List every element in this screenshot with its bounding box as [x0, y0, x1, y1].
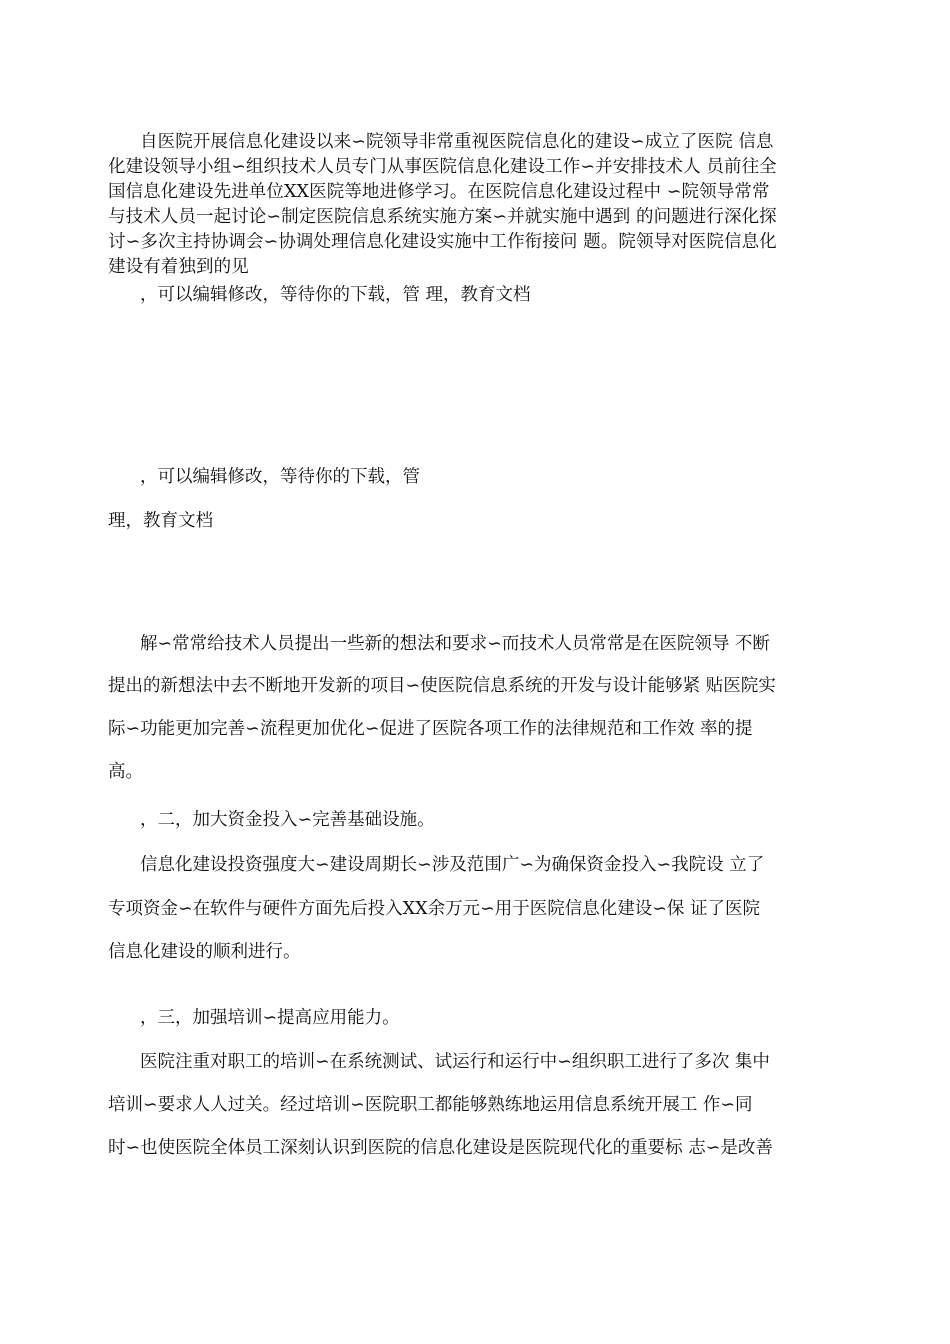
paragraph-3-line: 信息化建设的顺利进行。	[108, 942, 301, 962]
paragraph-3-line: 专项资金∽在软件与硬件方面先后投入XX余万元∽用于医院信息化建设∽保 证了医院	[108, 899, 760, 919]
section-heading-3: ，三，加强培训∽提高应用能力。	[140, 1008, 400, 1028]
paragraph-1-line: 自医院开展信息化建设以来∽院领导非常重视医院信息化的建设∽成立了医院 信息	[140, 132, 774, 152]
paragraph-1-line: 建设有着独到的见	[108, 257, 249, 277]
paragraph-1-line: 与技术人员一起讨论∽制定医院信息系统实施方案∽并就实施中遇到 的问题进行深化探	[108, 207, 777, 227]
paragraph-1-line: 国信息化建设先进单位XX医院等地进修学习。在医院信息化建设过程中 ∽院领导常常	[108, 182, 770, 202]
paragraph-2-line: 高。	[108, 762, 143, 782]
paragraph-2-line: 解∽常常给技术人员提出一些新的想法和要求∽而技术人员常常是在医院领导 不断	[140, 634, 770, 654]
paragraph-4-line: 医院注重对职工的培训∽在系统测试、试运行和运行中∽组织职工进行了多次 集中	[140, 1052, 770, 1072]
paragraph-2-line: 际∽功能更加完善∽流程更加优化∽促进了医院各项工作的法律规范和工作效 率的提	[108, 719, 753, 739]
paragraph-4-line: 时∽也使医院全体员工深刻认识到医院的信息化建设是医院现代化的重要标 志∽是改善	[108, 1138, 773, 1158]
watermark-note-1: ，可以编辑修改，等待你的下载，管 理，教育文档	[140, 285, 531, 305]
watermark-note-2-line-2: 理，教育文档	[108, 511, 213, 531]
paragraph-4-line: 培训∽要求人人过关。经过培训∽医院职工都能够熟练地运用信息系统开展工 作∽同	[108, 1095, 753, 1115]
watermark-note-2-line-1: ，可以编辑修改，等待你的下载，管	[140, 467, 420, 487]
paragraph-1-line: 化建设领导小组∽组织技术人员专门从事医院信息化建设工作∽并安排技术人 员前往全	[108, 157, 777, 177]
paragraph-3-line: 信息化建设投资强度大∽建设周期长∽涉及范围广∽为确保资金投入∽我院设 立了	[140, 855, 765, 875]
paragraph-2-line: 提出的新想法中去不断地开发新的项目∽使医院信息系统的开发与设计能够紧 贴医院实	[108, 676, 776, 696]
paragraph-1-line: 讨∽多次主持协调会∽协调处理信息化建设实施中工作衔接问 题。院领导对医院信息化	[108, 232, 777, 252]
section-heading-2: ，二，加大资金投入∽完善基础设施。	[140, 810, 435, 830]
